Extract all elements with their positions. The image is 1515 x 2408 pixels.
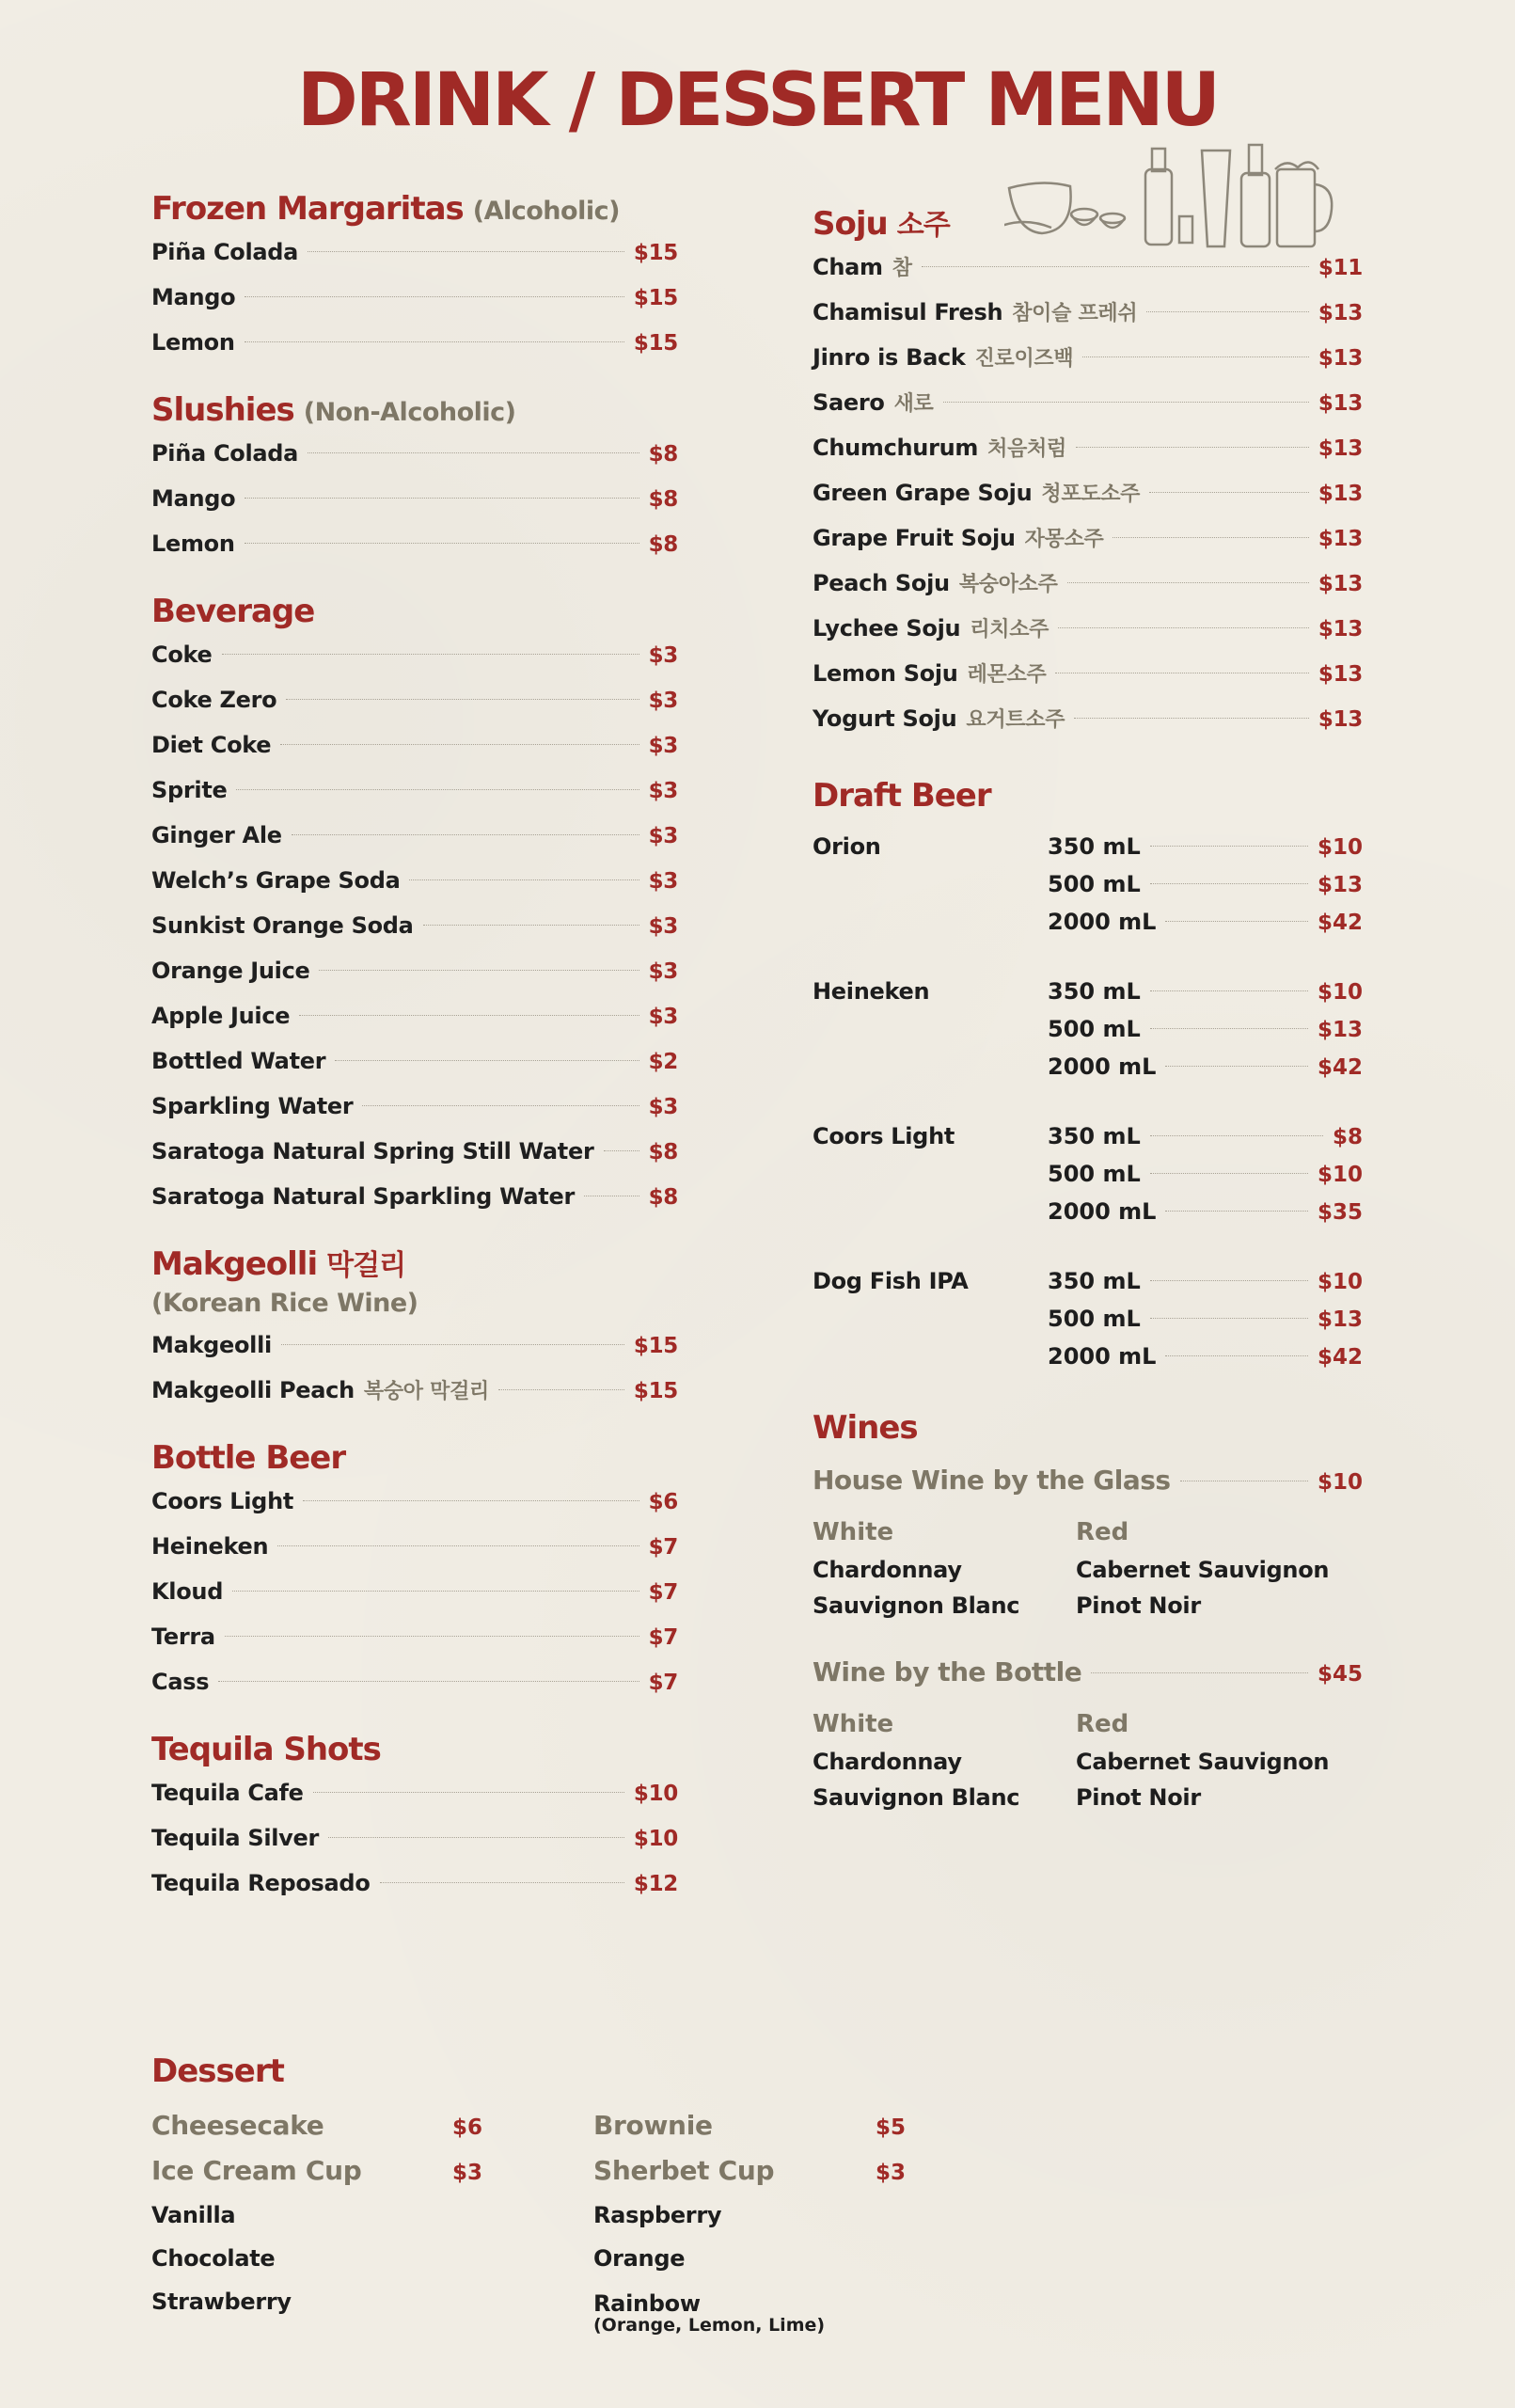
dot-leader bbox=[1076, 447, 1309, 448]
dot-leader bbox=[1146, 311, 1309, 312]
menu-item bbox=[151, 521, 678, 566]
draft-beer-name: Coors Light bbox=[813, 1123, 955, 1149]
flavor: Raspberry bbox=[593, 2202, 722, 2228]
dot-leader bbox=[604, 1150, 639, 1151]
menu-item bbox=[813, 515, 1363, 561]
item-price: $3 bbox=[648, 914, 678, 939]
item-name: Piña Colada bbox=[151, 440, 299, 467]
dot-leader bbox=[943, 402, 1309, 403]
item-name: Sprite bbox=[151, 777, 228, 803]
dot-leader bbox=[281, 1344, 624, 1345]
right-column bbox=[813, 188, 1363, 1842]
slushies-section bbox=[151, 389, 678, 566]
item-name: Jinro is Back bbox=[813, 344, 966, 371]
item-name: Chamisul Fresh bbox=[813, 299, 1003, 325]
soju-title: Soju bbox=[813, 205, 888, 243]
dot-leader bbox=[335, 1060, 639, 1061]
item-price: $7 bbox=[648, 1535, 678, 1560]
menu-item bbox=[151, 722, 678, 768]
item-name: Chumchurum bbox=[813, 435, 979, 461]
item-name: Terra bbox=[151, 1624, 215, 1650]
item-name: Sunkist Orange Soda bbox=[151, 912, 414, 939]
item-name: Welch’s Grape Soda bbox=[151, 867, 401, 894]
menu-item bbox=[151, 1479, 678, 1524]
item-name: Mango bbox=[151, 485, 236, 512]
wines-section bbox=[813, 1407, 1363, 1815]
dot-leader bbox=[245, 498, 639, 499]
dot-leader bbox=[225, 1636, 639, 1637]
menu-item bbox=[151, 813, 678, 858]
item-price: $6 bbox=[648, 1490, 678, 1514]
tequila-list bbox=[151, 1770, 678, 1906]
menu-item bbox=[813, 606, 1363, 651]
item-price: $13 bbox=[1318, 572, 1363, 596]
size: 350 mL bbox=[1048, 1268, 1141, 1294]
menu-item bbox=[151, 948, 678, 993]
dot-leader bbox=[1067, 582, 1309, 583]
makgeolli-list bbox=[151, 1323, 678, 1413]
dessert-price: $6 bbox=[452, 2115, 483, 2140]
menu-item bbox=[813, 335, 1363, 380]
dot-leader bbox=[292, 834, 639, 835]
item-name: Mango bbox=[151, 284, 236, 310]
price: $10 bbox=[1317, 1270, 1363, 1294]
slushies-title: Slushies bbox=[151, 391, 294, 429]
item-name: Lychee Soju bbox=[813, 615, 961, 642]
size: 500 mL bbox=[1048, 871, 1141, 897]
dot-leader bbox=[280, 744, 639, 745]
price: $42 bbox=[1317, 911, 1363, 935]
item-name-kr: 복숭아소주 bbox=[958, 573, 1058, 596]
menu-item bbox=[813, 696, 1363, 741]
item-name: Kloud bbox=[151, 1578, 224, 1605]
frozen-title: Frozen Margaritas bbox=[151, 190, 464, 228]
menu-item bbox=[151, 903, 678, 948]
dot-leader bbox=[245, 543, 639, 544]
tequila-section bbox=[151, 1729, 678, 1906]
flavor: Rainbow bbox=[593, 2290, 701, 2317]
item-price: $13 bbox=[1318, 617, 1363, 642]
menu-item bbox=[813, 290, 1363, 335]
beverage-list bbox=[151, 632, 678, 1219]
wine-option: Pinot Noir bbox=[1076, 1784, 1201, 1811]
menu-item bbox=[151, 768, 678, 813]
dessert-name: Sherbet Cup bbox=[593, 2155, 775, 2186]
menu-item bbox=[151, 1659, 678, 1704]
rainbow-note: (Orange, Lemon, Lime) bbox=[593, 2315, 826, 2336]
menu-item bbox=[151, 1323, 678, 1368]
wine-option: Cabernet Sauvignon bbox=[1076, 1557, 1330, 1583]
left-column bbox=[151, 188, 678, 1906]
price: $13 bbox=[1317, 873, 1363, 897]
menu-item bbox=[151, 858, 678, 903]
wine-option: Sauvignon Blanc bbox=[813, 1784, 1020, 1811]
menu-item bbox=[151, 677, 678, 722]
draft-beer-list bbox=[813, 828, 1363, 1375]
size: 350 mL bbox=[1048, 978, 1141, 1005]
dot-leader bbox=[1149, 492, 1309, 493]
item-price: $15 bbox=[633, 1334, 678, 1358]
frozen-margaritas-section bbox=[151, 188, 678, 365]
menu-item bbox=[813, 380, 1363, 425]
size: 500 mL bbox=[1048, 1161, 1141, 1187]
draft-beer-section bbox=[813, 775, 1363, 1375]
item-name-kr: 청포도소주 bbox=[1041, 483, 1141, 506]
item-name-kr: 진로이즈백 bbox=[974, 347, 1074, 371]
menu-item bbox=[151, 431, 678, 476]
bottle-beer-list bbox=[151, 1479, 678, 1704]
slushies-list bbox=[151, 431, 678, 566]
item-name-kr: 자몽소주 bbox=[1024, 528, 1104, 551]
menu-item bbox=[151, 1129, 678, 1174]
price: $42 bbox=[1317, 1055, 1363, 1080]
item-price: $8 bbox=[648, 442, 678, 467]
item-name: Bottled Water bbox=[151, 1048, 326, 1074]
size: 500 mL bbox=[1048, 1016, 1141, 1042]
white-label: White bbox=[813, 1518, 894, 1546]
bottle-beer-section bbox=[151, 1437, 678, 1704]
wine-glass-row bbox=[813, 1458, 1363, 1503]
draft-beer-name: Orion bbox=[813, 833, 881, 860]
item-price: $15 bbox=[633, 241, 678, 265]
dot-leader bbox=[423, 925, 639, 926]
size: 2000 mL bbox=[1048, 1198, 1157, 1225]
beverage-title: Beverage bbox=[151, 593, 315, 630]
makgeolli-sub: (Korean Rice Wine) bbox=[151, 1289, 418, 1318]
wine-option: Chardonnay bbox=[813, 1557, 962, 1583]
item-price: $13 bbox=[1318, 482, 1363, 506]
wine-bottle-price: $45 bbox=[1317, 1662, 1363, 1687]
price: $8 bbox=[1332, 1125, 1363, 1149]
item-name: Orange Juice bbox=[151, 958, 310, 984]
item-name: Tequila Reposado bbox=[151, 1870, 371, 1896]
dessert-price: $5 bbox=[876, 2115, 907, 2140]
dot-leader bbox=[1113, 537, 1308, 538]
item-name: Ginger Ale bbox=[151, 822, 282, 848]
item-price: $3 bbox=[648, 689, 678, 713]
item-name: Makgeolli Peach bbox=[151, 1377, 355, 1403]
size: 2000 mL bbox=[1048, 909, 1157, 935]
item-name-kr: 복숭아 막걸리 bbox=[363, 1380, 489, 1403]
item-price: $13 bbox=[1318, 527, 1363, 551]
menu-item bbox=[151, 1084, 678, 1129]
item-name: Coors Light bbox=[151, 1488, 294, 1514]
red-label: Red bbox=[1076, 1710, 1129, 1738]
flavor: Chocolate bbox=[151, 2245, 276, 2272]
draft-beer-item bbox=[813, 828, 1363, 941]
bottle-beer-title: Bottle Beer bbox=[151, 1439, 346, 1477]
dessert-price: $3 bbox=[452, 2161, 483, 2185]
size: 350 mL bbox=[1048, 833, 1141, 860]
draft-beer-item bbox=[813, 973, 1363, 1085]
item-price: $11 bbox=[1318, 256, 1363, 280]
item-name: Makgeolli bbox=[151, 1332, 272, 1358]
price: $10 bbox=[1317, 835, 1363, 860]
item-price: $13 bbox=[1318, 391, 1363, 416]
dot-leader bbox=[245, 296, 624, 297]
item-price: $10 bbox=[633, 1827, 678, 1851]
item-name: Apple Juice bbox=[151, 1003, 291, 1029]
item-price: $13 bbox=[1318, 662, 1363, 687]
item-price: $15 bbox=[633, 1379, 678, 1403]
dot-leader bbox=[380, 1882, 624, 1883]
item-name: Coke Zero bbox=[151, 687, 277, 713]
item-price: $10 bbox=[633, 1782, 678, 1806]
price: $35 bbox=[1317, 1200, 1363, 1225]
dot-leader bbox=[1058, 627, 1309, 628]
item-price: $8 bbox=[648, 1140, 678, 1164]
item-price: $15 bbox=[633, 286, 678, 310]
size: 500 mL bbox=[1048, 1306, 1141, 1332]
item-name: Piña Colada bbox=[151, 239, 299, 265]
dot-leader bbox=[308, 452, 639, 453]
soju-title-kr: 소주 bbox=[896, 209, 950, 242]
dessert-name: Cheesecake bbox=[151, 2110, 324, 2141]
size: 2000 mL bbox=[1048, 1343, 1157, 1370]
dot-leader bbox=[498, 1389, 624, 1390]
dot-leader bbox=[277, 1545, 639, 1546]
dot-leader bbox=[922, 266, 1309, 267]
menu-item bbox=[151, 1524, 678, 1569]
item-name: Saero bbox=[813, 389, 885, 416]
dot-leader bbox=[299, 1015, 639, 1016]
dessert-name: Brownie bbox=[593, 2110, 713, 2141]
price: $13 bbox=[1317, 1307, 1363, 1332]
item-price: $8 bbox=[648, 487, 678, 512]
menu-item bbox=[151, 1861, 678, 1906]
dot-leader bbox=[218, 1681, 639, 1682]
item-price: $7 bbox=[648, 1671, 678, 1695]
dot-leader bbox=[1082, 356, 1309, 357]
white-label: White bbox=[813, 1710, 894, 1738]
menu-item bbox=[813, 651, 1363, 696]
item-price: $3 bbox=[648, 1005, 678, 1029]
flavor: Orange bbox=[593, 2245, 686, 2272]
item-name-kr: 참이슬 프레쉬 bbox=[1012, 302, 1138, 325]
dessert-left bbox=[151, 2103, 593, 2337]
dot-leader bbox=[222, 654, 639, 655]
item-name: Lemon Soju bbox=[813, 660, 958, 687]
dot-leader bbox=[303, 1500, 639, 1501]
dot-leader bbox=[236, 789, 639, 790]
item-price: $12 bbox=[633, 1872, 678, 1896]
dot-leader bbox=[362, 1105, 639, 1106]
item-price: $13 bbox=[1318, 301, 1363, 325]
wine-option: Cabernet Sauvignon bbox=[1076, 1749, 1330, 1775]
dot-leader bbox=[308, 251, 624, 252]
item-price: $3 bbox=[648, 779, 678, 803]
makgeolli-title-kr: 막걸리 bbox=[326, 1249, 406, 1282]
item-price: $3 bbox=[648, 959, 678, 984]
wine-option: Sauvignon Blanc bbox=[813, 1592, 1020, 1619]
item-name-kr: 리치소주 bbox=[970, 618, 1049, 642]
wine-glass-price: $10 bbox=[1317, 1470, 1363, 1495]
wine-bottle-options bbox=[813, 1704, 1363, 1815]
item-name: Saratoga Natural Spring Still Water bbox=[151, 1138, 594, 1164]
beverage-section bbox=[151, 591, 678, 1219]
draft-beer-title: Draft Beer bbox=[813, 777, 991, 815]
item-name: Peach Soju bbox=[813, 570, 950, 596]
wine-bottle-name: Wine by the Bottle bbox=[813, 1656, 1082, 1687]
dessert-section bbox=[151, 2051, 1280, 2337]
item-name: Cass bbox=[151, 1669, 210, 1695]
draft-beer-item bbox=[813, 1117, 1363, 1230]
price: $10 bbox=[1317, 1163, 1363, 1187]
menu-item bbox=[151, 476, 678, 521]
dot-leader bbox=[328, 1837, 624, 1838]
dessert-title: Dessert bbox=[151, 2052, 284, 2090]
dot-leader bbox=[286, 699, 639, 700]
dot-leader bbox=[1074, 718, 1309, 719]
item-name: Tequila Silver bbox=[151, 1825, 320, 1851]
wine-glass-name: House Wine by the Glass bbox=[813, 1465, 1171, 1496]
item-price: $15 bbox=[633, 331, 678, 356]
dot-leader bbox=[245, 341, 624, 342]
tequila-title: Tequila Shots bbox=[151, 1731, 381, 1768]
draft-beer-name: Dog Fish IPA bbox=[813, 1268, 969, 1294]
menu-item bbox=[151, 632, 678, 677]
item-name: Coke bbox=[151, 642, 213, 668]
item-price: $3 bbox=[648, 824, 678, 848]
dessert-price: $3 bbox=[876, 2161, 907, 2185]
menu-item bbox=[151, 993, 678, 1038]
item-name: Yogurt Soju bbox=[813, 705, 957, 732]
item-price: $2 bbox=[648, 1050, 678, 1074]
menu-item bbox=[151, 1569, 678, 1614]
dot-leader bbox=[232, 1591, 639, 1592]
item-name: Lemon bbox=[151, 329, 235, 356]
menu-item bbox=[813, 245, 1363, 290]
wine-glass-options bbox=[813, 1513, 1363, 1624]
slushies-sub: (Non-Alcoholic) bbox=[303, 398, 516, 427]
price: $10 bbox=[1317, 980, 1363, 1005]
flavor: Vanilla bbox=[151, 2202, 236, 2228]
item-price: $7 bbox=[648, 1580, 678, 1605]
item-price: $8 bbox=[648, 532, 678, 557]
wines-title: Wines bbox=[813, 1409, 918, 1447]
draft-beer-item bbox=[813, 1262, 1363, 1375]
draft-beer-name: Heineken bbox=[813, 978, 930, 1005]
size: 2000 mL bbox=[1048, 1054, 1157, 1080]
item-name: Lemon bbox=[151, 531, 235, 557]
item-price: $13 bbox=[1318, 346, 1363, 371]
price: $42 bbox=[1317, 1345, 1363, 1370]
item-name: Sparkling Water bbox=[151, 1093, 354, 1119]
menu-title: DRINK / DESSERT MENU bbox=[297, 58, 1218, 143]
soju-section bbox=[813, 203, 1363, 741]
dot-leader bbox=[313, 1792, 624, 1793]
item-name: Heineken bbox=[151, 1533, 269, 1560]
dot-leader bbox=[319, 970, 639, 971]
menu-item bbox=[813, 470, 1363, 515]
item-name: Cham bbox=[813, 254, 883, 280]
menu-item bbox=[813, 561, 1363, 606]
item-name-kr: 처음처럼 bbox=[987, 437, 1066, 461]
item-price: $13 bbox=[1318, 707, 1363, 732]
menu-item bbox=[151, 275, 678, 320]
dessert-name: Ice Cream Cup bbox=[151, 2155, 362, 2186]
item-price: $3 bbox=[648, 734, 678, 758]
item-name: Grape Fruit Soju bbox=[813, 525, 1016, 551]
makgeolli-section bbox=[151, 1244, 678, 1413]
item-name-kr: 레몬소주 bbox=[967, 663, 1047, 687]
red-label: Red bbox=[1076, 1518, 1129, 1546]
item-price: $13 bbox=[1318, 436, 1363, 461]
menu-item bbox=[151, 320, 678, 365]
item-name-kr: 새로 bbox=[893, 392, 934, 416]
item-price: $8 bbox=[648, 1185, 678, 1210]
menu-item bbox=[813, 425, 1363, 470]
makgeolli-title: Makgeolli bbox=[151, 1245, 318, 1283]
item-name: Saratoga Natural Sparkling Water bbox=[151, 1183, 575, 1210]
wine-option: Chardonnay bbox=[813, 1749, 962, 1775]
item-name: Tequila Cafe bbox=[151, 1780, 304, 1806]
flavor: Strawberry bbox=[151, 2289, 292, 2315]
menu-item bbox=[151, 1368, 678, 1413]
menu-item bbox=[151, 1038, 678, 1084]
item-price: $7 bbox=[648, 1625, 678, 1650]
wine-option: Pinot Noir bbox=[1076, 1592, 1201, 1619]
frozen-sub: (Alcoholic) bbox=[472, 197, 620, 226]
item-name: Diet Coke bbox=[151, 732, 272, 758]
item-price: $3 bbox=[648, 869, 678, 894]
item-name-kr: 참 bbox=[892, 257, 912, 280]
soju-list bbox=[813, 245, 1363, 741]
item-price: $3 bbox=[648, 1095, 678, 1119]
item-price: $3 bbox=[648, 643, 678, 668]
frozen-list bbox=[151, 230, 678, 365]
dot-leader bbox=[409, 879, 639, 880]
menu-item bbox=[151, 1174, 678, 1219]
menu-item bbox=[151, 1770, 678, 1815]
price: $13 bbox=[1317, 1018, 1363, 1042]
wine-bottle-row bbox=[813, 1650, 1363, 1695]
dessert-right bbox=[593, 2103, 1035, 2337]
menu-item bbox=[151, 1815, 678, 1861]
menu-item bbox=[151, 1614, 678, 1659]
item-name-kr: 요거트소주 bbox=[966, 708, 1065, 732]
menu-item bbox=[151, 230, 678, 275]
size: 350 mL bbox=[1048, 1123, 1141, 1149]
item-name: Green Grape Soju bbox=[813, 480, 1033, 506]
